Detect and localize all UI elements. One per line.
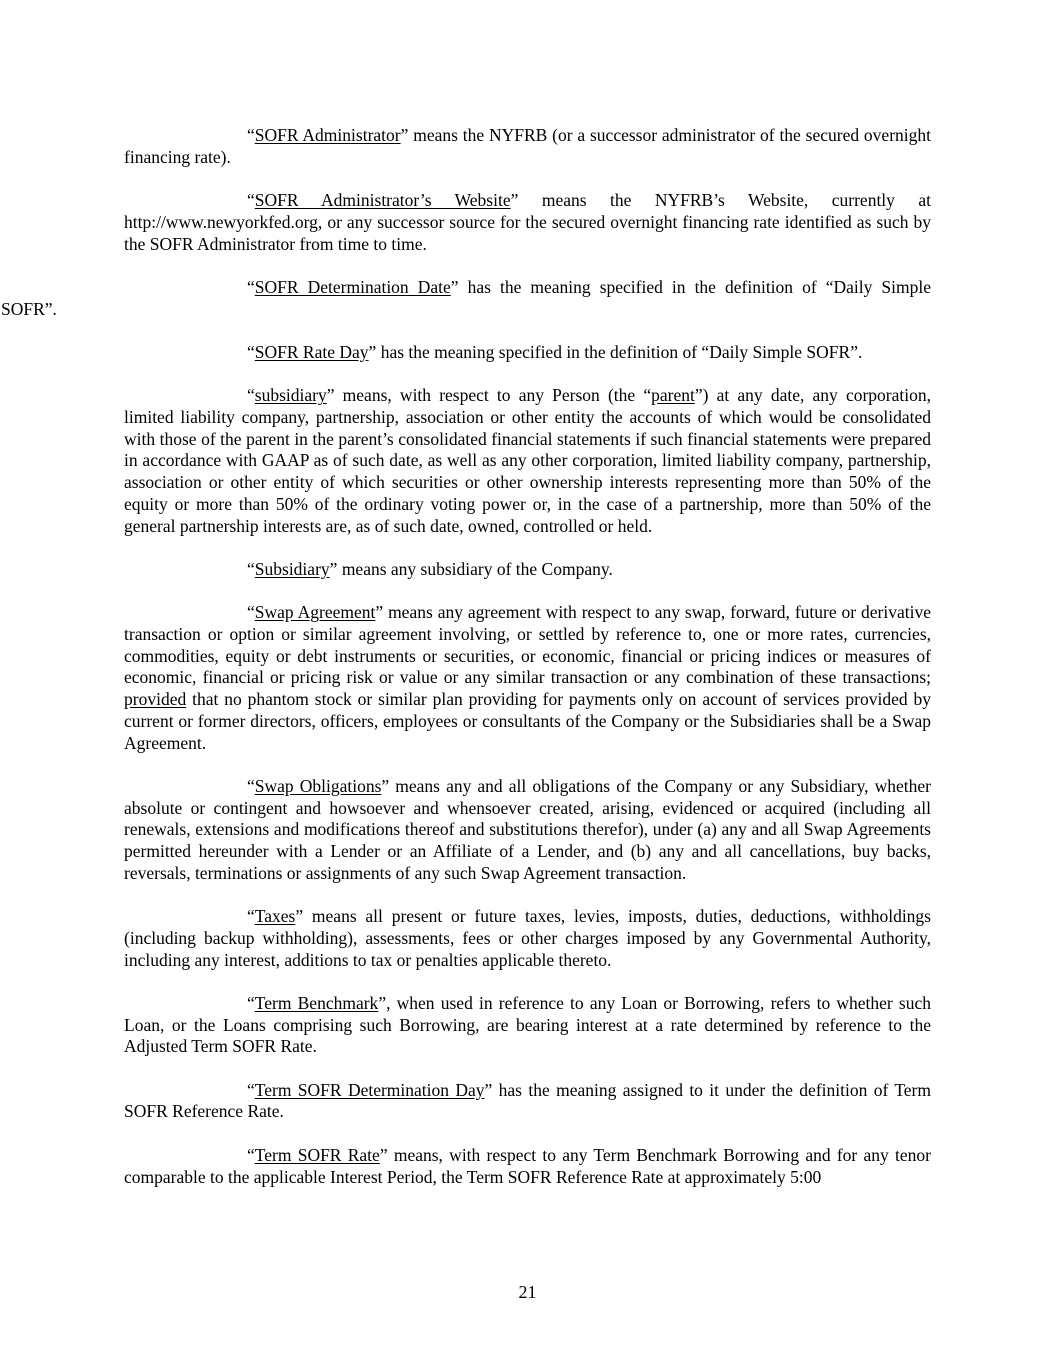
definition-text: has the meaning specified in the definition of “Daily Simple SOFR”. xyxy=(376,341,863,362)
definition-text-continued: that no phantom stock or similar plan providing for payments only on account of services provided by current or former directors, officers, employees or consultants of the Company or the Subsidiaries shall be a Swap Agreement. xyxy=(124,689,931,753)
definition-sofr-determination-date: “SOFR Determination Date” has the meaning specified in the definition of “Daily Simple SOFR”. xyxy=(1,276,931,319)
definition-text-continued: SOFR”. xyxy=(1,298,57,319)
definition-sofr-rate-day: “SOFR Rate Day” has the meaning specified in the definition of “Daily Simple SOFR”. xyxy=(247,341,863,362)
defined-term: Taxes xyxy=(254,906,296,927)
definition-term-benchmark: “Term Benchmark”, when used in reference to any Loan or Borrowing, refers to whether such Loan, or the Loans comprising such Borrowing, are bearing interest at a rate determined by reference to the Adjusted Term SOFR Rate. xyxy=(124,992,931,1057)
definition-text: means any and all obligations of the Company or any Subsidiary, whether absolute or contingent and howsoever and whensoever created, arising, evidenced or acquired (including all renewals, extensions and modifications thereof and substitutions therefor), under (a) any and all Swap Agreements permitted hereunder with a Lender or an Affiliate of a Lender, and (b) any and all cancellations, buy backs, reversals, terminations or assignments of any such Swap Agreement transaction. xyxy=(124,775,931,883)
defined-term: subsidiary xyxy=(254,385,327,406)
definition-text: means any agreement with respect to any swap, forward, future or derivative transaction or option or similar agreement involving, or settled by reference to, one or more rates, currencies, commodities, equity or debt instruments or securities, or economic, financial or pricing indices or measures of economic, financial or pricing risk or value or any similar transaction or any combination of these transactions; xyxy=(124,602,931,688)
definition-text: means the NYFRB (or a successor administrator of the secured overnight financing rate). xyxy=(124,125,931,167)
definition-text: means, with respect to any Term Benchmark Borrowing and for any tenor comparable to the applicable Interest Period, the Term SOFR Reference Rate at approximately 5:00 xyxy=(124,1144,931,1187)
definition-text-continued: ”) at any date, any corporation, limited liability company, partnership, association or other entity the accounts of which would be consolidated with those of the parent in the parent’s consolidated financial statements if such financial statements were prepared in accordance with GAAP as of such date, as well as any other corporation, limited liability company, partnership, association or other entity of which securities or other ownership interests representing more than 50% of the equity or more than 50% of the ordinary voting power or, in the case of a partnership, more than 50% of the general partnership interests are, as of such date, owned, controlled or held. xyxy=(124,385,931,536)
definition-subsidiary: “Subsidiary” means any subsidiary of the Company. xyxy=(247,558,613,579)
defined-term: Term SOFR Determination Day xyxy=(254,1079,485,1100)
definition-taxes: “Taxes” means all present or future taxes, levies, imposts, duties, deductions, withholdings (including backup withholding), assessments, fees or other charges imposed by any Governmental Authority, including any interest, additions to tax or penalties applicable thereto. xyxy=(124,906,931,970)
defined-term: SOFR Administrator’s Website xyxy=(254,190,511,211)
definition-text: means all present or future taxes, levies, imposts, duties, deductions, withholdings (including backup withholding), assessments, fees or other charges imposed by any Governmental Authority, including any interest, additions to tax or penalties applicable thereto. xyxy=(124,906,931,970)
defined-term: Swap Agreement xyxy=(254,602,376,623)
definition-sofr-administrators-website: “SOFR Administrator’s Website” means the NYFRB’s Website, currently at http://www.newyorkfed.org, or any successor source for the secured overnight financing rate identified as such by the SOFR Administrator from time to time. xyxy=(124,190,932,254)
defined-term: Swap Obligations xyxy=(254,775,382,796)
definition-swap-agreement: “Swap Agreement” means any agreement with respect to any swap, forward, future or derivative transaction or option or similar agreement involving, or settled by reference to, one or more rates, currencies, commodities, equity or debt instruments or securities, or economic, financial or pricing indices or measures of economic, financial or pricing risk or value or any similar transaction or any combination of these transactions; provided that no phantom stock or similar plan providing for payments only on account of services provided by current or former directors, officers, employees or consultants of the Company or the Subsidiaries shall be a Swap Agreement. xyxy=(124,602,931,753)
definition-text: means, with respect to any Person (the “ xyxy=(334,385,652,406)
defined-term: SOFR Administrator xyxy=(254,125,401,145)
definition-term-sofr-determination-day: “Term SOFR Determination Day” has the meaning assigned to it under the definition of Term SOFR Reference Rate. xyxy=(124,1079,931,1122)
definition-text: has the meaning specified in the definition of “Daily Simple xyxy=(458,276,931,297)
inner-defined-term: parent xyxy=(651,385,695,406)
defined-term: SOFR Rate Day xyxy=(254,341,369,362)
definition-text: means the NYFRB’s Website, currently at http://www.newyorkfed.org, or any successor source for the secured overnight financing rate identified as such by the SOFR Administrator from time to time. xyxy=(124,190,932,254)
definition-text: , when used in reference to any Loan or Borrowing, refers to whether such Loan, or the Loans comprising such Borrowing, are bearing interest at a rate determined by reference to the Adjusted Term SOFR Rate. xyxy=(124,992,931,1057)
defined-term: Term Benchmark xyxy=(254,992,379,1013)
definition-subsidiary-lowercase: “subsidiary” means, with respect to any Person (the “parent”) at any date, any corporation, limited liability company, partnership, association or other entity the accounts of which would be consolidated with those of the parent in the parent’s consolidated financial statements if such financial statements were prepared in accordance with GAAP as of such date, as well as any other corporation, limited liability company, partnership, association or other entity of which securities or other ownership interests representing more than 50% of the equity or more than 50% of the ordinary voting power or, in the case of a partnership, more than 50% of the general partnership interests are, as of such date, owned, controlled or held. xyxy=(124,385,931,536)
definition-term-sofr-rate: “Term SOFR Rate” means, with respect to any Term Benchmark Borrowing and for any tenor comparable to the applicable Interest Period, the Term SOFR Reference Rate at approximately 5:00 xyxy=(124,1144,931,1187)
definition-swap-obligations: “Swap Obligations” means any and all obligations of the Company or any Subsidiary, whether absolute or contingent and howsoever and whensoever created, arising, evidenced or acquired (including all renewals, extensions and modifications thereof and substitutions therefor), under (a) any and all Swap Agreements permitted hereunder with a Lender or an Affiliate of a Lender, and (b) any and all cancellations, buy backs, reversals, terminations or assignments of any such Swap Agreement transaction. xyxy=(124,775,931,883)
document-body xyxy=(1,125,932,1188)
defined-term: Subsidiary xyxy=(254,558,330,579)
inner-defined-term: provided xyxy=(124,689,187,710)
definition-sofr-administrator: “SOFR Administrator” means the NYFRB (or a successor administrator of the secured overnight financing rate). xyxy=(124,125,931,167)
definition-text: has the meaning assigned to it under the definition of Term SOFR Reference Rate. xyxy=(124,1079,931,1122)
defined-term: SOFR Determination Date xyxy=(254,276,451,297)
defined-term: Term SOFR Rate xyxy=(254,1144,380,1165)
definition-text: means any subsidiary of the Company. xyxy=(337,558,613,579)
page-number: 21 xyxy=(518,1282,537,1302)
